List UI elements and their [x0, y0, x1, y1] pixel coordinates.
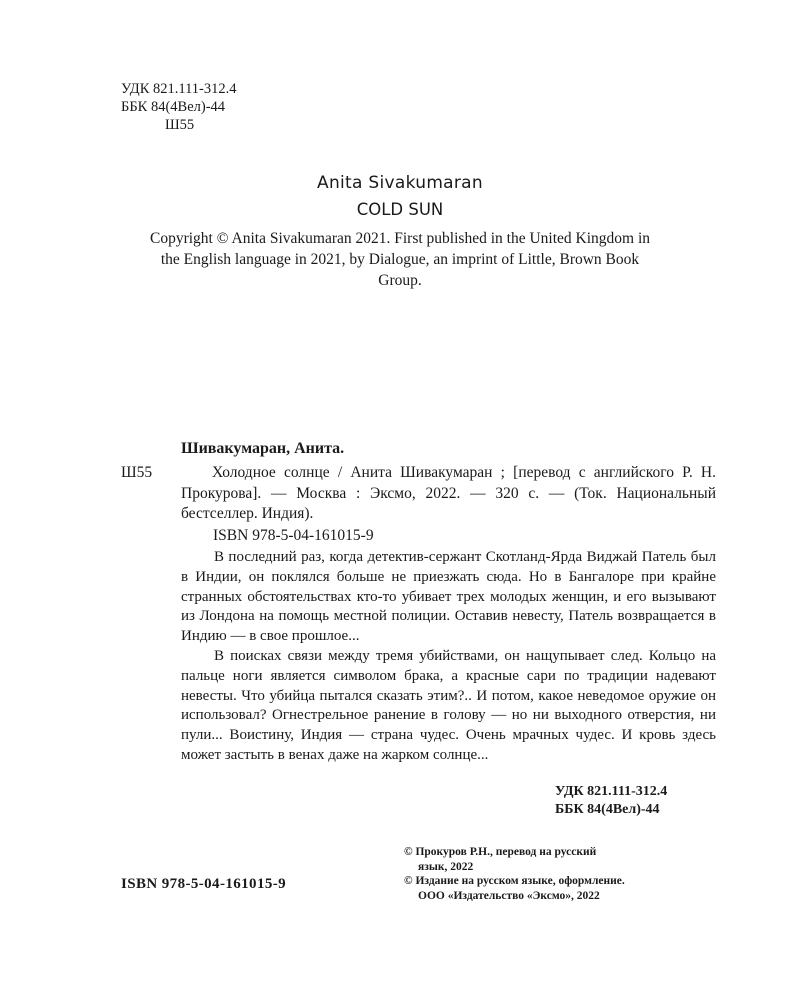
udk-code: УДК 821.111-312.4: [121, 81, 237, 97]
original-author: Anita Sivakumaran: [317, 173, 483, 193]
translation-copyright: © Прокуров Р.Н., перевод на русский: [404, 846, 597, 858]
bibliographic-heading: Шивакумаран, Анита.: [181, 440, 345, 457]
annotation: [181, 548, 716, 766]
header-classification-codes: [121, 80, 237, 134]
original-title: COLD SUN: [356, 200, 444, 219]
original-copyright-text: Copyright © Anita Sivakumaran 2021. First published in the United Kingdom in the English language in 2021, by Dialogue, an imprint of Little, Brown Book Group.: [150, 230, 650, 289]
russian-copyright: [404, 845, 724, 903]
footer-classification-codes: [555, 783, 718, 819]
bibliographic-code: Ш55: [121, 464, 153, 481]
annotation-paragraph-2: В поисках связи между тремя убийствами, он нащупывает след. Кольцо на пальце ноги является символом брака, а красные сари по традиции надевают невесты. Что убийца пытался сказать этим?.. И потом, какое неведомое оружие он использовал? Огнестрельное ранение в голову — но ни выходного отверстия, ни пули... Воистину, Индия — страна чудес. Очень мрачных чудес. И кровь здесь может застыть в венах даже на жарком солнце...: [181, 647, 716, 763]
translation-copyright-cont: язык, 2022: [418, 860, 474, 873]
annotation-paragraph-1: В последний раз, когда детектив-сержант Скотланд-Ярда Виджай Патель был в Индии, он поклялся больше не приезжать сюда. Но в Бангалоре при крайне странных обстоятельствах кто-то убивает трех молодых женщин, и его вызывают из Лондона на помощь местной полиции. Оставив невесту, Патель возвращается в Индию — в свое прошлое...: [181, 549, 716, 645]
bbk-code: ББК 84(4Вел)-44: [121, 99, 226, 115]
bibliographic-description: Холодное солнце / Анита Шивакумаран ; [перевод с английского Р. Н. Прокурова]. — Москва : Эксмо, 2022. — 320 с. — (Ток. Национальный бестселлер. Индия).: [181, 464, 716, 522]
edition-copyright-cont: ООО «Издательство «Эксмо», 2022: [418, 889, 600, 902]
author-mark: Ш55: [165, 117, 195, 133]
bibliographic-isbn: ISBN 978-5-04-161015-9: [213, 527, 374, 544]
original-copyright: [0, 228, 800, 291]
isbn-bottom: ISBN 978-5-04-161015-9: [121, 876, 287, 892]
edition-copyright: © Издание на русском языке, оформление.: [404, 875, 625, 888]
footer-udk-code: УДК 821.111-312.4: [555, 784, 668, 799]
footer-bbk-code: ББК 84(4Вел)-44: [555, 802, 660, 817]
